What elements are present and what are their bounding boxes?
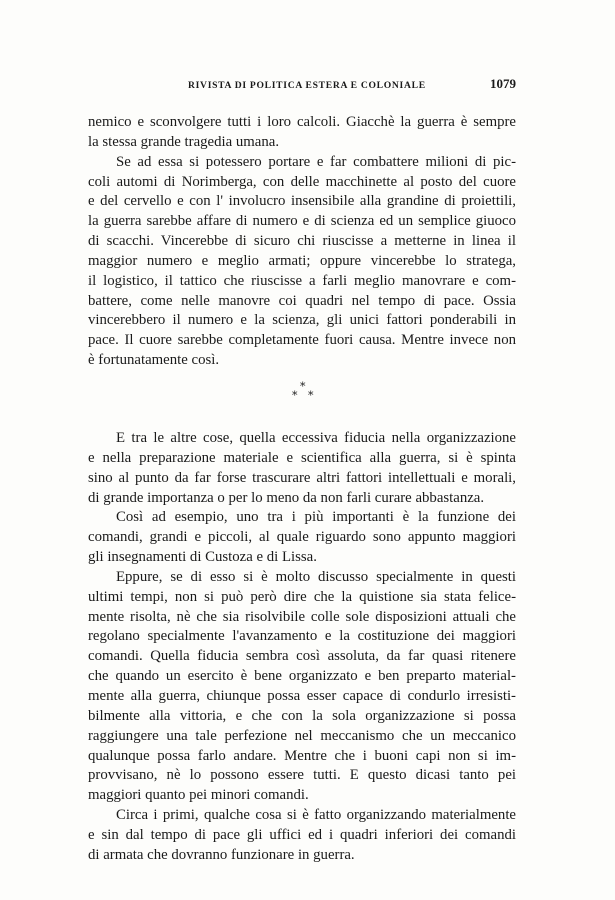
asterisk: * [300,380,306,393]
text-line: Eppure, se di esso si è molto discusso specialmente in questi [116,568,516,585]
text-line: di scacchi. Vincerebbe di sicuro chi riuscisse a metterne in linea il [88,233,516,250]
text-line: e del cervello e con l' involucro insensibile alla grandine di proiettili, [88,193,516,210]
text-line: mente risolta, nè che sia risolvibile colle sole disposizioni attuali che [88,608,516,625]
text-line: sino al punto da far forse trascurare altri fattori intellettuali e morali, [88,469,516,486]
text-line: è fortunatamente così. [88,352,220,369]
text-line: mente alla guerra, chiunque possa esser capace di condurlo irresisti- [88,687,516,704]
paragraph [88,153,516,371]
text-line: qualunque possa farlo andare. Mentre che i buoni capi non si im- [88,747,516,764]
text-section-1 [88,113,516,371]
text-line: raggiungere una tale perfezione nel meccanismo che un meccanico [88,727,516,744]
text-line: Così ad esempio, uno tra i più importanti è la funzione dei [116,509,516,526]
text-line: la guerra sarebbe affare di numero e di scienza ed un semplice giuoco [88,213,516,230]
text-line: comandi, grandi e piccoli, al quale riguardo sono appunto maggiori [88,529,516,546]
text-line: nemico e sconvolgere tutti i loro calcoli. Giacchè la guerra è sempre [88,114,516,130]
running-header [90,76,520,96]
text-line: Circa i primi, qualche cosa si è fatto organizzando materialmente [116,807,516,824]
text-section-2 [88,429,516,866]
text-line: pace. Il cuore sarebbe completamente fuori causa. Mentre invece non [88,332,516,349]
text-line: comandi. Quella fiducia sembra così assoluta, da far quasi ritenere [88,648,516,665]
paragraph [88,429,516,508]
text-line: coli automi di Norimberga, con delle macchinette al posto del cuore [88,173,516,190]
paragraph [88,806,516,866]
text-line: e sin dal tempo di pace gli uffici ed i quadri inferiori dei comandi [88,826,516,843]
text-line: di armata che dovranno funzionare in guerra. [88,846,355,863]
text-line: battere, come nelle manovre coi quadri nel tempo di pace. Ossia [88,292,516,309]
text-line: gli insegnamenti di Custoza e di Lissa. [88,549,317,566]
text-line: maggior numero e meglio armati; oppure vincerebbe lo stratega, [88,252,516,269]
text-line: vincerebbero il numero e la scienza, gli unici fattori ponderabili in [88,312,516,329]
text-line: di grande importanza o per lo meno da non farli curare abbastanza. [88,489,485,506]
section-separator-asterism [290,380,320,406]
page-number: 1079 [490,76,516,91]
text-line: bilmente alla vittoria, e che con la sola organizzazione si possa [88,707,516,724]
text-line: che quando un esercito è bene organizzato e ben preparto material- [88,668,516,685]
text-line: il logistico, il tattico che riuscisse a farli meglio manovrare e com- [88,272,516,289]
text-line: e nella preparazione materiale e scientifica alla guerra, si è spinta [88,449,516,466]
text-line: ultimi tempi, non si può però dire che la quistione sia stata felice- [88,588,516,605]
running-title: RIVISTA DI POLITICA ESTERA E COLONIALE [188,80,426,91]
paragraph [88,568,516,806]
asterisk: * [308,389,314,402]
asterisk: * [292,389,298,402]
text-line: E tra le altre cose, quella eccessiva fiducia nella organizzazione [116,430,516,446]
text-line: Se ad essa si potessero portare e far combattere milioni di pic- [116,153,516,170]
text-line: la stessa grande tragedia umana. [88,133,280,150]
paragraph [88,113,516,153]
text-line: provvisano, nè lo possono essere tutti. E questo dicasi tanto pei [88,767,516,784]
text-line: regolano specialmente l'avanzamento e la costituzione dei maggiori [88,628,516,645]
paragraph [88,508,516,568]
text-line: maggiori quanto pei minori comandi. [88,787,309,804]
